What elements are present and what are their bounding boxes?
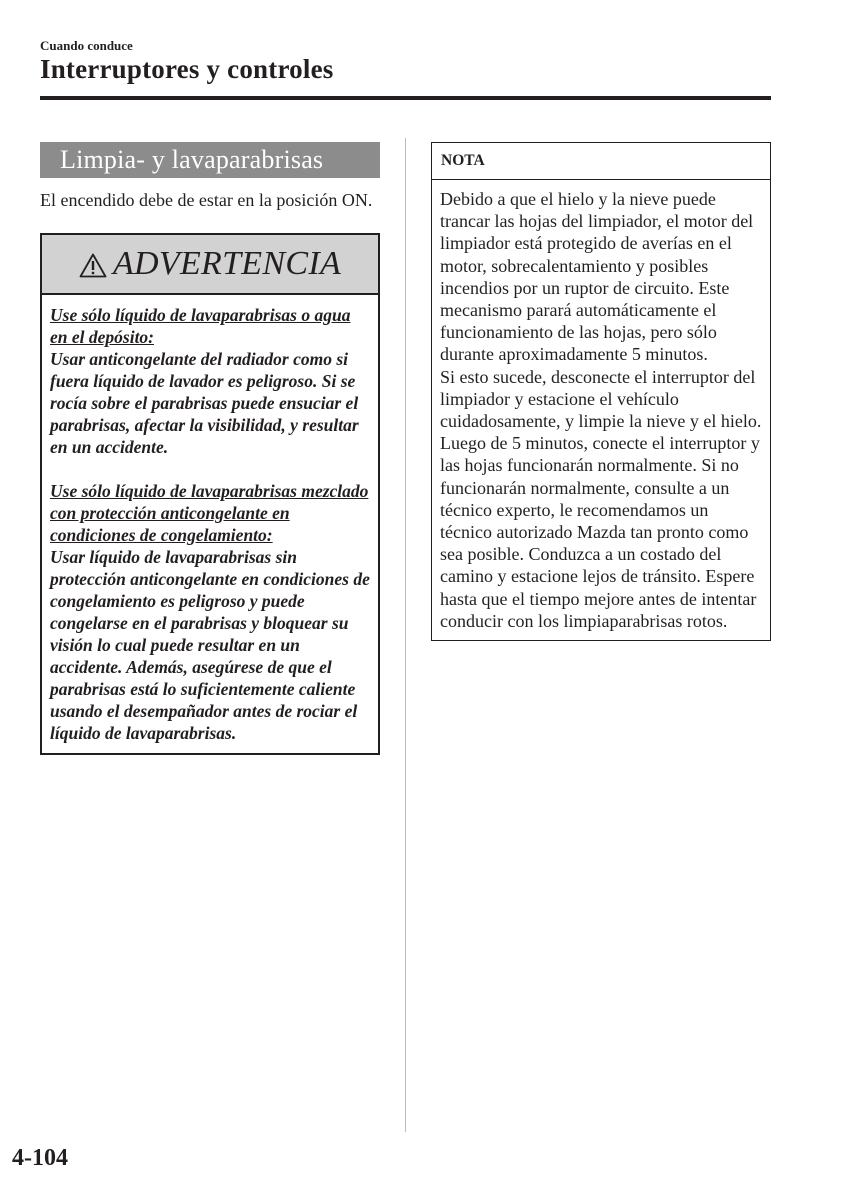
- section-heading: Limpia- y lavaparabrisas: [40, 142, 380, 178]
- warning-item: [50, 480, 370, 744]
- note-paragraph: Si esto sucede, desconecte el interruptor del limpiador y estacione el vehículo cuidadosamente, y limpie la nieve y el hielo.: [440, 366, 762, 432]
- warning-body: [42, 295, 378, 753]
- warning-item-heading: Use sólo líquido de lavaparabrisas mezclado con protección anticongelante en condiciones de congelamiento:: [50, 481, 369, 545]
- warning-triangle-icon: [79, 253, 107, 278]
- note-body: [432, 180, 770, 640]
- note-paragraph: Luego de 5 minutos, conecte el interruptor y las hojas funcionarán normalmente. Si no funcionarán normalmente, consulte a un técnico experto, le recomendamos un técnico autorizado Mazda tan pronto como sea posible. Conduzca a un costado del camino y estacione lejos de tránsito. Espere hasta que el tiempo mejore antes de intentar conducir con los limpiaparabrisas rotos.: [440, 433, 760, 631]
- note-box: [431, 142, 771, 641]
- left-column: [40, 142, 380, 755]
- warning-box: [40, 233, 380, 755]
- note-title: NOTA: [432, 143, 770, 180]
- warning-title: ADVERTENCIA: [112, 245, 342, 282]
- chapter-title: Interruptores y controles: [40, 54, 334, 84]
- warning-item-heading: Use sólo líquido de lavaparabrisas o agua en el depósito:: [50, 305, 351, 347]
- intro-text: El encendido debe de estar en la posición ON.: [40, 190, 373, 210]
- note-paragraph: Debido a que el hielo y la nieve puede trancar las hojas del limpiador, el motor del limpiador está protegido de averías en el motor, sobrecalentamiento y posibles incendios por un ruptor de circuito. Este mecanismo parará automáticamente el funcionamiento de las hojas, pero sólo durante aproximadamente 5 minutos.: [440, 189, 754, 365]
- page-number: 4-104: [12, 1145, 68, 1171]
- warning-item-text: Usar líquido de lavaparabrisas sin protección anticongelante en condiciones de congelamiento es peligroso y puede congelarse en el parabrisas y bloquear su visión lo cual puede resultar en un accidente. Además, asegúrese de que el parabrisas está lo suficientemente caliente usando el desempañador antes de rociar el líquido de lavaparabrisas.: [50, 547, 370, 743]
- warning-item-text: Usar anticongelante del radiador como si fuera líquido de lavador es peligroso. Si se rocía sobre el parabrisas puede ensuciar el parabrisas, afectar la visibilidad, y resultar en un accidente.: [50, 349, 359, 457]
- section-label: Cuando conduce: [40, 38, 133, 53]
- header-rule: [40, 96, 771, 100]
- warning-item: [50, 304, 370, 458]
- warning-header: [42, 235, 378, 295]
- column-divider: [405, 138, 406, 1132]
